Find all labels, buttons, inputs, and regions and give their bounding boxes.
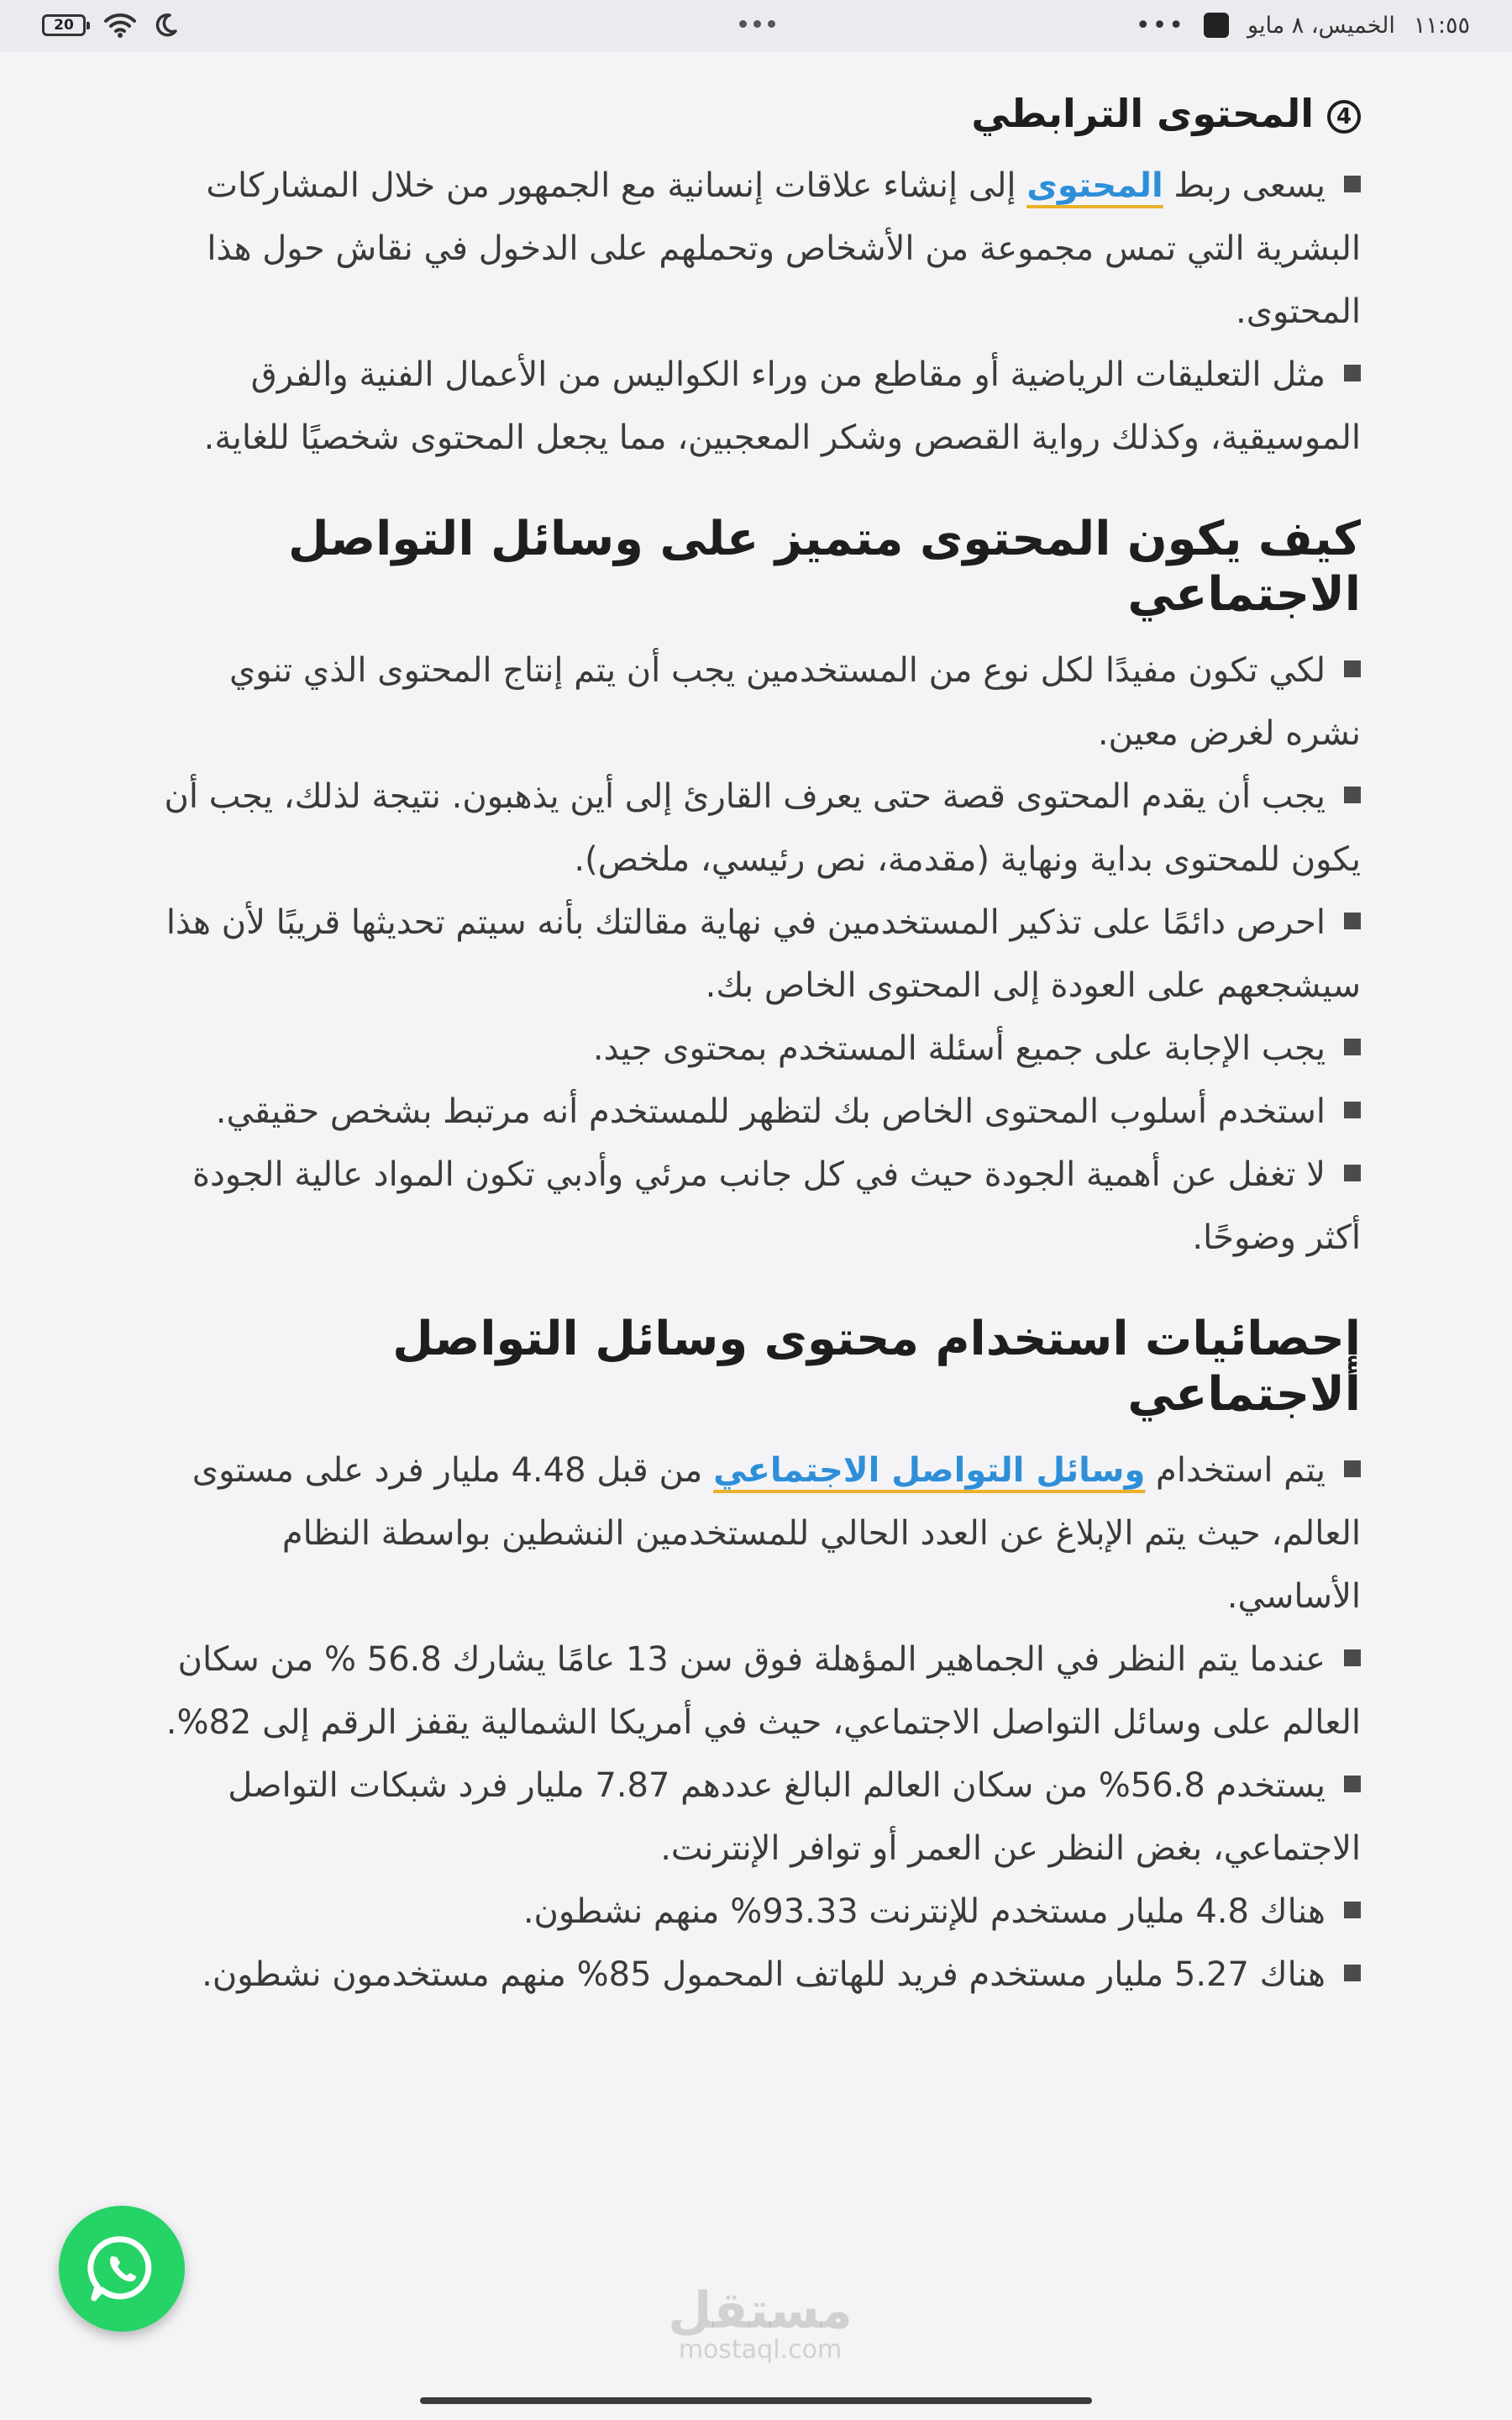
list-item-text: هناك 4.8 مليار مستخدم للإنترنت 93.33% منهم نشطون. <box>522 1892 1326 1931</box>
list-item-text: من قبل 4.48 مليار فرد على مستوى العالم، حيث يتم الإبلاغ عن العدد الحالي للمستخدمين النشطين بواسطة النظام الأساسي. <box>192 1451 1361 1616</box>
watermark <box>647 2281 874 2365</box>
list-item-text: استخدم أسلوب المحتوى الخاص بك لتظهر للمستخدم أنه مرتبط بشخص حقيقي. <box>215 1092 1326 1131</box>
number-badge: 4 <box>1327 100 1361 134</box>
list-item-text: إلى إنشاء علاقات إنسانية مع الجمهور من خلال المشاركات البشرية التي تمس مجموعة من الأشخاص وتحملهم على الدخول في نقاش حول هذا المحتوى. <box>206 166 1361 331</box>
list-item-text: لا تغفل عن أهمية الجودة حيث في كل جانب مرئي وأدبي تكون المواد عالية الجودة أكثر وضوحًا. <box>192 1155 1361 1257</box>
status-bar <box>0 0 1512 52</box>
list-item <box>151 1439 1361 1628</box>
square-bullet-icon <box>1344 786 1361 803</box>
list-item <box>151 1944 1361 2007</box>
app-icon <box>1204 13 1229 38</box>
status-bar-left <box>42 8 178 42</box>
status-date: الخميس، ٨ مايو <box>1247 12 1395 39</box>
square-bullet-icon <box>1344 1776 1361 1792</box>
list-item <box>151 155 1361 344</box>
square-bullet-icon <box>1344 176 1361 192</box>
list-item-text: احرص دائمًا على تذكير المستخدمين في نهاية مقالتك بأنه سيتم تحديثها قريبًا لأن هذا سيشجعهم على العودة إلى المحتوى الخاص بك. <box>165 903 1361 1005</box>
sub-heading <box>151 84 1361 143</box>
list-item <box>151 1754 1361 1881</box>
list-item <box>151 1081 1361 1144</box>
list-item <box>151 639 1361 765</box>
more-dots-icon: ••• <box>1135 10 1185 40</box>
watermark-arabic: مستقل <box>668 2281 853 2340</box>
whatsapp-icon <box>84 2231 160 2307</box>
list-item-text: يستخدم 56.8% من سكان العالم البالغ عددهم 7.87 مليار فرد شبكات التواصل الاجتماعي، بغض النظر عن العمر أو توافر الإنترنت. <box>228 1766 1361 1868</box>
section2-bullet-list <box>151 1439 1361 2007</box>
square-bullet-icon <box>1344 1460 1361 1477</box>
watermark-latin: mostaql.com <box>678 2335 843 2365</box>
list-item-text: مثل التعليقات الرياضية أو مقاطع من وراء الكواليس من الأعمال الفنية والفرق الموسيقية، وكذلك رواية القصص وشكر المعجبين، مما يجعل المحتوى شخصيًا للغاية. <box>203 355 1361 457</box>
square-bullet-icon <box>1344 365 1361 381</box>
square-bullet-icon <box>1344 660 1361 677</box>
content-link[interactable]: المحتوى <box>1026 166 1163 205</box>
list-item <box>151 1881 1361 1944</box>
list-item-text: هناك 5.27 مليار مستخدم فريد للهاتف المحمول 85% منهم مستخدمون نشطون. <box>202 1955 1326 1994</box>
square-bullet-icon <box>1344 1649 1361 1666</box>
list-item-text: يجب أن يقدم المحتوى قصة حتى يعرف القارئ إلى أين يذهبون. نتيجة لذلك، يجب أن يكون للمحتوى بداية ونهاية (مقدمة، نص رئيسي، ملخص). <box>164 777 1361 879</box>
square-bullet-icon <box>1344 1965 1361 1981</box>
list-item-text: عندما يتم النظر في الجماهير المؤهلة فوق سن 13 عامًا يشارك 56.8 % من سكان العالم على وسائل التواصل الاجتماعي، حيث في أمريكا الشمالية يقفز الرقم إلى 82%. <box>165 1640 1361 1742</box>
status-bar-right <box>1136 7 1470 44</box>
section-heading-statistics: إحصائيات استخدام محتوى وسائل التواصل ألاجتماعي <box>392 1312 1361 1422</box>
square-bullet-icon <box>1344 913 1361 929</box>
square-bullet-icon <box>1344 1102 1361 1118</box>
square-bullet-icon <box>1344 1165 1361 1181</box>
article-content <box>151 67 1361 2007</box>
list-item <box>151 344 1361 470</box>
sub-heading-text: المحتوى الترابطي <box>971 91 1314 136</box>
moon-icon <box>155 13 178 38</box>
square-bullet-icon <box>1344 1039 1361 1055</box>
battery-level: 20 <box>54 17 74 34</box>
list-item-text: يتم استخدام <box>1145 1451 1326 1490</box>
home-indicator[interactable] <box>420 2397 1092 2404</box>
section-heading-distinct-content: كيف يكون المحتوى متميز على وسائل التواصل الاجتماعي <box>288 512 1361 622</box>
section1-bullet-list <box>151 639 1361 1270</box>
whatsapp-button[interactable] <box>59 2206 185 2332</box>
social-media-link[interactable]: وسائل التواصل الاجتماعي <box>713 1451 1146 1490</box>
battery-icon <box>42 14 86 36</box>
wifi-icon <box>104 13 136 38</box>
list-item <box>151 1628 1361 1754</box>
list-item <box>151 765 1361 892</box>
status-time: ١١:٥٥ <box>1413 12 1470 39</box>
drag-handle-icon[interactable] <box>735 13 779 34</box>
list-item <box>151 892 1361 1018</box>
list-item-text: يسعى ربط <box>1163 166 1326 205</box>
list-item <box>151 1144 1361 1270</box>
intro-bullet-list <box>151 155 1361 470</box>
square-bullet-icon <box>1344 1902 1361 1918</box>
list-item-text: لكي تكون مفيدًا لكل نوع من المستخدمين يجب أن يتم إنتاج المحتوى الذي تنوي نشره لغرض معين. <box>229 651 1361 753</box>
list-item-text: يجب الإجابة على جميع أسئلة المستخدم بمحتوى جيد. <box>592 1029 1326 1068</box>
list-item <box>151 1018 1361 1081</box>
